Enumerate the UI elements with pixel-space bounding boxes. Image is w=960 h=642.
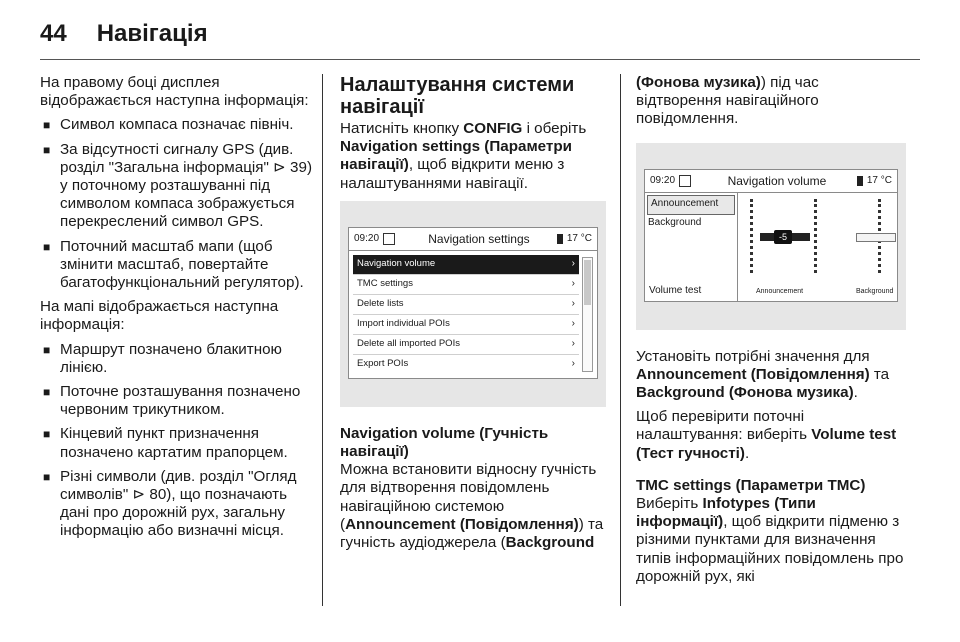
volume-value: -5 [774,230,792,244]
column-divider [322,74,323,606]
bullet-list-2 [40,341,312,541]
set-values-paragraph: Установіть потрібні значення для Announcement (Повідомлення) та Background (Фонова музика). [636,347,890,402]
temperature: 17 °C [866,174,892,186]
section-heading: Налаштування системи навігації [340,74,575,118]
chevron-right-icon: › [571,338,575,350]
list-item: ■ За відсутності сигналу GPS (див. розділ "Загальна інформація" ⊳ 39) у поточному розташуванні під символом компаса зображується перекреслений символ GPS. [40,141,312,232]
volume-test-button[interactable]: Volume test [649,284,702,296]
scale-dots [814,199,817,273]
chevron-right-icon: › [571,298,575,310]
column-1 [40,74,312,547]
navigation-volume-screenshot [636,143,906,330]
screen-display [644,169,898,302]
screen-title: Navigation settings [428,231,530,246]
volume-sliders [738,193,897,301]
screen-display [348,227,598,379]
list-item: ■ Кінцевий пункт призначення позначено картатим прапорцем. [40,425,312,461]
column-2 [340,74,606,558]
continued-paragraph: (Фонова музика)) під час відтворення навігаційного повідомлення. [636,74,819,128]
list-item: ■ Поточний масштаб мапи (щоб змінити масштаб, повертайте багатофункціональний регулятор). [40,238,312,293]
navigation-icon [383,233,395,245]
temperature: 17 °C [566,232,592,244]
menu-item-delete-lists[interactable]: Delete lists › [353,295,579,315]
clock: 09:20 [354,232,380,244]
menu-item-import-pois[interactable]: Import individual POIs › [353,315,579,335]
intro-paragraph-2: На мапі відображається наступна інформація: [40,298,279,334]
announcement-slider[interactable] [760,233,810,241]
subsection-heading: TMC settings (Параметри TMC) [636,476,866,494]
page-title: Навігація [96,20,208,47]
menu-item-navigation-volume[interactable]: Navigation volume › [353,255,579,275]
volume-panel [645,193,897,301]
header-rule [40,59,920,60]
bullet-list-1 [40,116,312,292]
list-item: ■ Символ компаса позначає північ. [40,116,312,134]
page-number: 44 [40,20,67,47]
volume-test-paragraph: Щоб перевірити поточні налаштування: виберіть Volume test (Тест гучності). [636,408,897,462]
menu-item-export-pois[interactable]: Export POIs › [357,358,575,370]
background-caption: Background [856,287,894,295]
status-bar [645,170,897,193]
announcement-caption: Announcement [756,287,804,295]
tmc-paragraph: Виберіть Infotypes (Типи інформації), щоб відкрити підменю з різними пунктами для визначення типів інформаційних повідомлень про дорожній рух, які [636,495,904,585]
volume-tabs [645,193,738,301]
column-3 [636,74,906,592]
clock: 09:20 [650,174,676,186]
intro-paragraph: На правому боці дисплея відображається наступна інформація: [40,74,309,110]
menu-item-tmc-settings[interactable]: TMC settings › [353,275,579,295]
status-bar [349,228,597,251]
tab-background[interactable]: Background [648,216,702,228]
tab-announcement[interactable]: Announcement [647,195,735,215]
config-paragraph: Натисніть кнопку CONFIG і оберіть Navigation settings (Параметри навігації), щоб відкрити меню з налаштуваннями навігації. [340,120,587,192]
list-item: ■ Різні символи (див. розділ "Огляд символів" ⊳ 80), що позначають дані про дорожній рух, загальну інформацію або визначні місця. [40,468,312,541]
background-slider[interactable] [856,233,896,242]
column-divider [620,74,621,606]
chevron-right-icon: › [571,318,575,330]
navigation-icon [679,175,691,187]
scrollbar[interactable] [582,257,593,372]
subsection-heading: Navigation volume (Гучність навігації) [340,424,549,461]
volume-paragraph: Можна встановити відносну гучність для відтворення повідомлень навігаційною системою (Announcement (Повідомлення)) та гучність аудіоджерела (Background [340,461,604,552]
screen-title: Navigation volume [727,173,827,188]
navigation-settings-screenshot [340,201,606,407]
menu-item-delete-imported-pois[interactable]: Delete all imported POIs › [353,335,579,355]
list-item: ■ Маршрут позначено блакитною лінією. [40,341,312,377]
scale-dots [750,199,753,273]
chevron-right-icon: › [571,258,575,270]
list-item: ■ Поточне розташування позначено червоним трикутником. [40,383,312,419]
settings-menu [349,251,597,378]
chevron-right-icon: › [571,278,575,290]
phone-icon [857,176,863,186]
page-header [40,14,208,54]
chevron-right-icon: › [571,358,575,370]
phone-icon [557,234,563,244]
